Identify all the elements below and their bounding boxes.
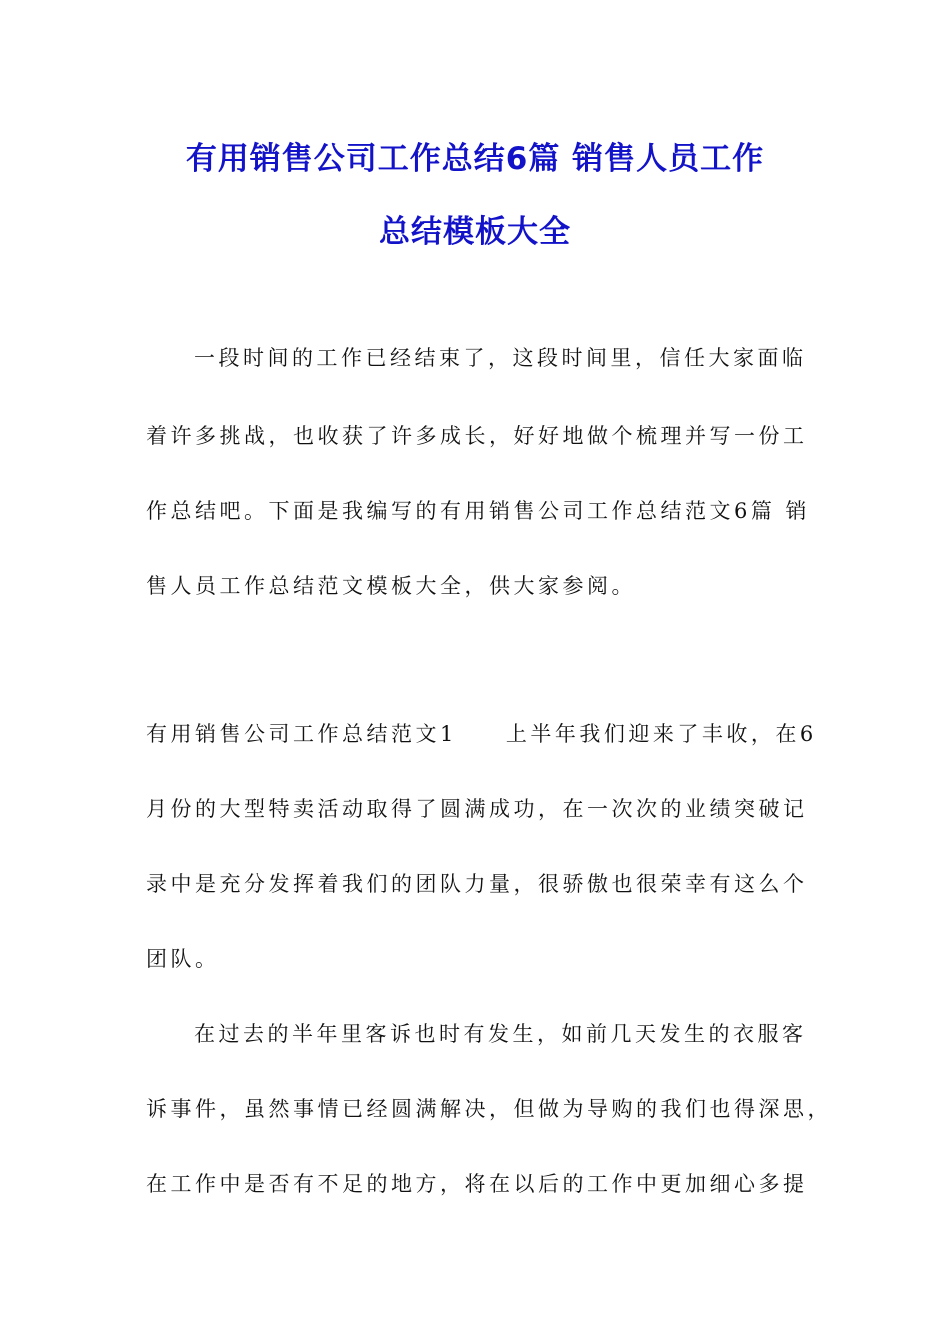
- section1-line-2: 月份的大型特卖活动取得了圆满成功，在一次次的业绩突破记: [146, 797, 808, 821]
- section1-line-3: 录中是充分发挥着我们的团队力量，很骄傲也很荣幸有这么个: [146, 872, 808, 896]
- intro-line-4: 售人员工作总结范文模板大全，供大家参阅。: [146, 574, 636, 598]
- section1-line-1: 有用销售公司工作总结范文1 上半年我们迎来了丰收，在6: [146, 722, 817, 746]
- intro-line-1: 一段时间的工作已经结束了，这段时间里，信任大家面临: [194, 346, 807, 370]
- paragraph2-line-3: 在工作中是否有不足的地方，将在以后的工作中更加细心多提: [146, 1172, 808, 1196]
- document-title-line-2: 总结模板大全: [379, 214, 571, 250]
- document-title-line-1: 有用销售公司工作总结6篇 销售人员工作: [185, 141, 765, 177]
- paragraph2-line-2: 诉事件，虽然事情已经圆满解决，但做为导购的我们也得深思，: [146, 1097, 832, 1121]
- section1-line-4: 团队。: [146, 947, 220, 971]
- intro-line-2: 着许多挑战，也收获了许多成长，好好地做个梳理并写一份工: [146, 424, 808, 448]
- intro-line-3: 作总结吧。下面是我编写的有用销售公司工作总结范文6篇 销: [146, 499, 811, 523]
- paragraph2-line-1: 在过去的半年里客诉也时有发生，如前几天发生的衣服客: [194, 1022, 807, 1046]
